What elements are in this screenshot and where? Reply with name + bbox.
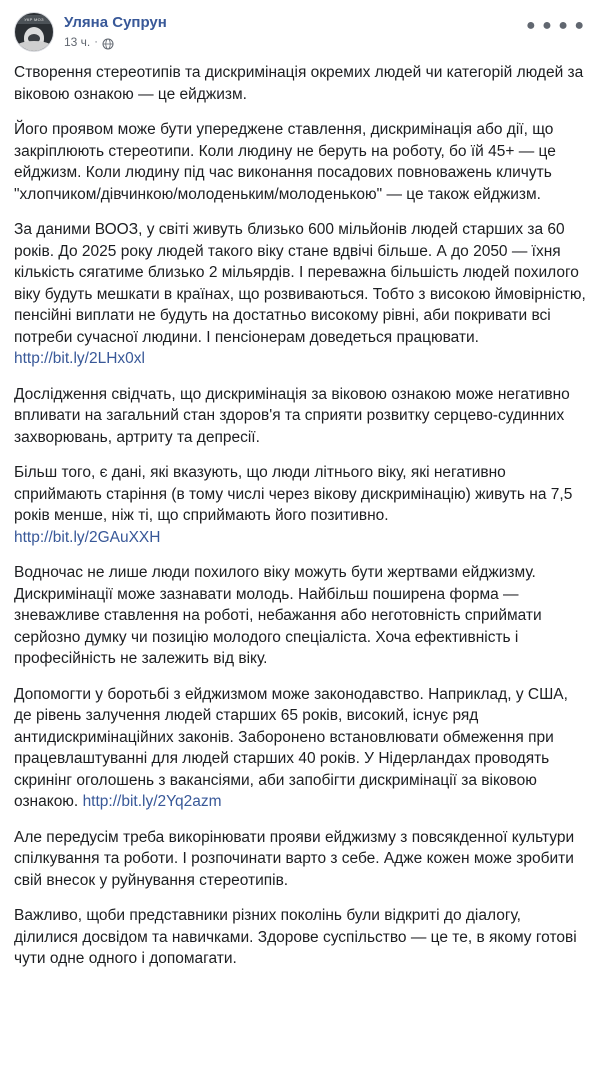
- post-meta: [64, 34, 167, 50]
- post-paragraph: Водночас не лише люди похилого віку можуть бути жертвами ейджизму. Дискримінації може зазнавати молодь. Найбільш поширена форма — зневажливе ставлення на роботі, небажання або неготовність сприймати серйозно думку чи позицію молодого спеціаліста. Хоча ефективність і професійність не залежить від віку.: [14, 564, 542, 667]
- post-paragraph: Його проявом може бути упереджене ставлення, дискримінація або дії, що закріплюють стереотипи. Коли людину не беруть на роботу, бо їй 45+ — це ейджизм. Коли людину під час виконання посадових повноважень кличуть "хлопчиком/дівчинкою/молоденьким/молоденькою" — це також ейджизм.: [14, 121, 556, 203]
- globe-icon: [102, 38, 114, 50]
- post-author-name[interactable]: Уляна Супрун: [64, 14, 167, 31]
- post-paragraph: [14, 462, 587, 548]
- avatar-badge: [15, 15, 53, 24]
- post-link[interactable]: http://bit.ly/2GAuXXH: [14, 528, 161, 546]
- post-paragraph: Дослідження свідчать, що дискримінація за віковою ознакою може негативно впливати на загальний стан здоров'я та сприяти розвитку серцево-судинних захворювань, артриту та депресії.: [14, 385, 570, 446]
- post-paragraph-text: Більш того, є дані, які вказують, що люди літнього віку, які негативно сприймають старіння (в тому числі через вікову дискримінацію) живуть на 7,5 років менше, ніж ті, що сприймають його позитивно.: [14, 464, 573, 524]
- avatar-shoulders-icon: [17, 41, 51, 51]
- post-paragraph-text: За даними ВООЗ, у світі живуть близько 600 мільйонів людей старших за 60 років. До 2025 року людей такого віку стане вдвічі більше. А до 2050 — їхня кількість сягатиме близько 2 мільярдів. І переважна більшість людей похилого віку будуть мешкати в країнах, що розвиваються. Тобто з високою ймовірністю, пенсійні виплати не будуть на достатньо високому рівні, аби покривати всі потреби сучасної людини. І пенсіонерам доведеться працювати.: [14, 221, 586, 346]
- avatar-badge-label: УКР МОЗ: [24, 17, 44, 22]
- more-options-icon[interactable]: ● ● ● ●: [526, 17, 585, 34]
- post-paragraph: [14, 219, 587, 370]
- post-header-text: [64, 12, 167, 50]
- post-paragraph-text: Допомогти у боротьбі з ейджизмом може законодавство. Наприклад, у США, де рівень залучення людей старших 65 років, високий, існує ряд антидискримінаційних законів. Заборонено встановлювати обмеження при працевлаштуванні для людей старших 40 років. У Нідерландах проводять скринінг оголошень з вакансіями, аби запобігти дискримінації за віковою ознакою.: [14, 685, 568, 810]
- post-paragraph: Створення стереотипів та дискримінація окремих людей чи категорій людей за віковою ознакою — це ейджизм.: [14, 64, 584, 103]
- post-body: [14, 62, 587, 978]
- post-timestamp[interactable]: 13 ч.: [64, 35, 91, 49]
- post-paragraph: Важливо, щоби представники різних поколінь були відкриті до діалогу, ділилися досвідом та навичками. Здорове суспільство — це те, в якому готові чути одне одного і допомагати.: [14, 907, 577, 967]
- avatar[interactable]: [14, 12, 54, 52]
- post-paragraph: Але передусім треба викорінювати прояви ейджизму з повсякденної культури спілкування та роботи. І розпочинати варто з себе. Адже кожен може зробити свій внесок у руйнування стереотипів.: [14, 828, 575, 889]
- post-paragraph: [14, 684, 587, 813]
- post-header: [14, 12, 587, 52]
- post-link[interactable]: http://bit.ly/2LHx0xl: [14, 350, 145, 367]
- post-link[interactable]: http://bit.ly/2Yq2azm: [82, 793, 222, 810]
- meta-separator: ·: [94, 36, 98, 48]
